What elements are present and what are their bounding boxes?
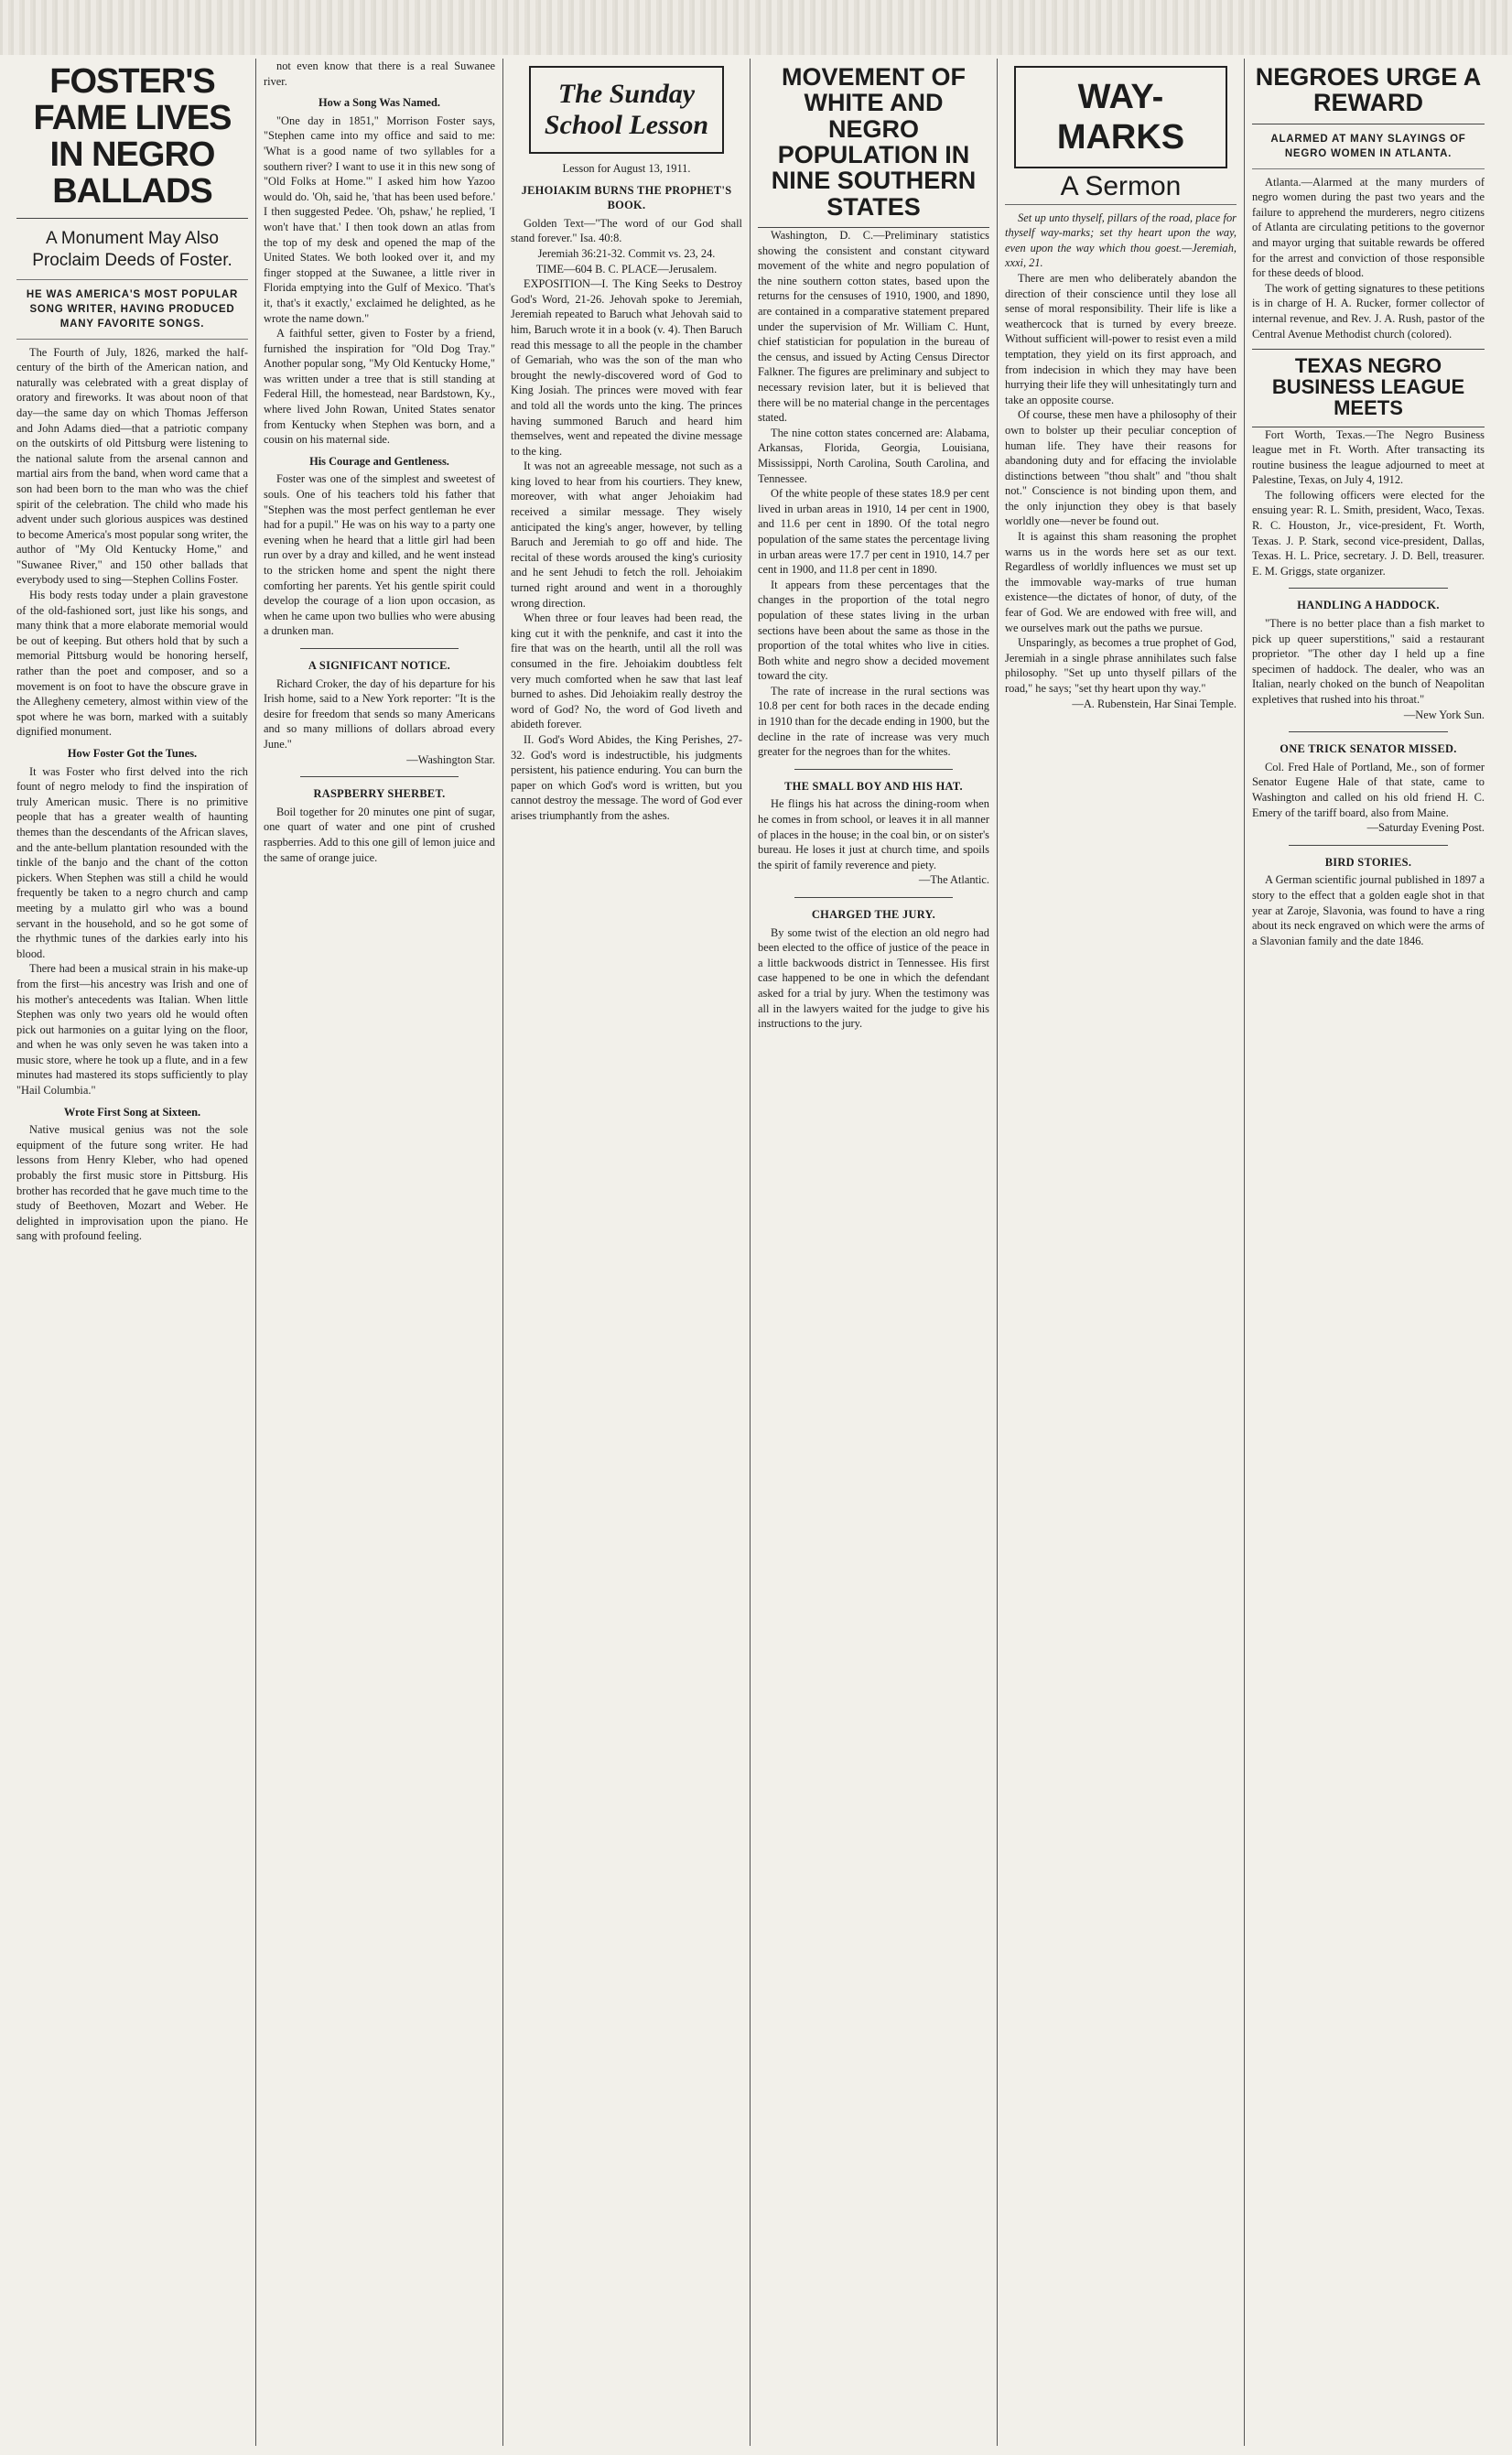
foster-subdeck: HE WAS AMERICA'S MOST POPULAR SONG WRITER, HAVING PRODUCED MANY FAVORITE SONGS. — [16, 280, 248, 340]
article-paragraph: A faithful setter, given to Foster by a friend, furnished the inspiration for "Old Dog Tray." Another popular song, "My Old Kentucky Home," was written under a tree that is still standing at Federal Hill, the homestead, near Bardstown, Ky., where lived John Rowan, United States senator from Kentucky when Stephen was born, and a cousin on his maternal side. — [264, 327, 495, 447]
section-subhead: His Courage and Gentleness. — [309, 454, 449, 468]
article-paragraph: The nine cotton states concerned are: Alabama, Arkansas, Florida, Georgia, Louisiana, Mississippi, North Carolina, South Carolina, and Tennessee. — [758, 426, 989, 485]
foster-deck: A Monument May Also Proclaim Deeds of Foster. — [16, 219, 248, 280]
section-subhead: HANDLING A HADDOCK. — [1297, 599, 1440, 612]
attribution: —Washington Star. — [406, 752, 495, 766]
article-paragraph: The work of getting signatures to these petitions is in charge of H. A. Rucker, former collector of internal revenue, and Rev. J. A. Rush, pastor of the Central Avenue Methodist church (colored). — [1252, 281, 1485, 341]
article-paragraph: It was not an agreeable message, not such as a king loved to hear from his courtiers. They knew, moreover, with what anger Jehoiakim had received a similar message. They wisely anticipated the king's anger, however, by telling Baruch and Jeremiah to go off and hide. The recital of these words aroused the king's curiosity and he sent Jehudi to fetch the roll. Jehoiakim turned right around and went in a thoroughly wrong direction. — [511, 460, 742, 610]
article-paragraph: Washington, D. C.—Preliminary statistics showing the consistent and constant cityward movement of the white and negro population of the nine southern cotton states, based upon the returns for the censuses of 1910, 1900, and 1890, are contained in a comparative statement prepared under the supervision of Mr. William C. Hunt, chief statistician for population in the bureau of the census, and issued by Acting Census Director Falkner. The figures are preliminary and subject to necessary revision later, but it is believed that there will be no material change in the percentages stated. — [758, 229, 989, 425]
article-paragraph: Atlanta.—Alarmed at the many murders of negro women during the past two years and the failure to apprehend the murderers, negro citizens of Atlanta are circulating petitions to the governor and mayor urging that suitable rewards be offered for the arrest and conviction of those responsible for these deeds of blood. — [1252, 175, 1485, 280]
article-paragraph: Col. Fred Hale of Portland, Me., son of former Senator Eugene Hale of that state, came to Washington and called on his old friend H. C. Emery of the tariff board, also from Maine. — [1252, 760, 1485, 819]
article-paragraph: EXPOSITION—I. The King Seeks to Destroy God's Word, 21-26. Jehovah spoke to Jeremiah, Jeremiah repeated to Baruch what Jehovah said to him, Baruch wrote it in a book (v. 4). Then Baruch read this message to all the people in the chamber of Gemariah, who was the son of the man who brought the newly-discovered word of God to King Josiah. The princes were moved with fear and told all the words unto the king. The princes having summoned Baruch and heard him themselves, went and repeated the divine message to the king. — [511, 277, 742, 458]
column-6 — [1245, 59, 1492, 2446]
section-subhead: Wrote First Song at Sixteen. — [63, 1105, 201, 1119]
article-paragraph: There had been a musical strain in his make-up from the first—his ancestry was Irish and one of his mother's antecedents was Italian. When little Stephen was only two years old he would often pick out harmonies on a guitar lying on the floor, and when he was only seven he was taken into a music store, where he took up a flute, and in a few minutes had mastered its stops sufficiently to play "Hail Columbia." — [16, 962, 248, 1098]
article-paragraph: "One day in 1851," Morrison Foster says, "Stephen came into my office and said to me: 'What is a good name of two syllables for a southern river? I want to use it in this new song of "Old Folks at Home."' I asked him how Yazoo would do. 'Oh, said he, 'that has been used before.' I then suggested Pedee. 'Oh, pshaw,' he replied, 'I won't have that.' I then took down an atlas from the top of my desk and opened the map of the United States. We both looked over it, and my finger stopped at the Suwanee, a little river in Florida emptying into the Gulf of Mexico. 'That's it, that's it exactly,' exclaimed he delighted, as he wrote the name down." — [264, 114, 495, 325]
newspaper-columns — [9, 59, 1503, 2446]
sunday-school-title-box: The Sunday School Lesson — [529, 66, 724, 154]
column-4 — [751, 59, 998, 2446]
article-paragraph: II. God's Word Abides, the King Perishes, 27-32. God's word is indestructible, his judgments persistent, his patience enduring. You can burn the paper on which God's word is written, but you cannot destroy the message. The word of God ever arises triumphantly from the ashes. — [511, 732, 742, 822]
negroes-reward-deck: ALARMED AT MANY SLAYINGS OF NEGRO WOMEN IN ATLANTA. — [1252, 124, 1485, 169]
article-paragraph: Foster was one of the simplest and sweetest of souls. One of his teachers told his father that "Stephen was the most perfect gentleman he ever had for a pupil." He was on his way to a party one evening when he heard that a little girl had been run over by a dray and killed, and he went instead to the stricken home and spent the night there comforting her parents. Yet his gentle spirit could develop the courage of a lion upon occasion, as when he came upon two bullies who were abusing a drunken man. — [264, 472, 495, 638]
sermon-label: A Sermon — [1005, 176, 1237, 205]
lesson-reference: Jeremiah 36:21-32. Commit vs. 23, 24. — [537, 246, 716, 260]
column-3 — [503, 59, 751, 2446]
article-paragraph: Fort Worth, Texas.—The Negro Business league met in Ft. Worth. After transacting its routine business the league adjourned to meet at Palestine, Texas, on July 4, 1912. — [1252, 427, 1485, 487]
texas-league-headline: TEXAS NEGRO BUSINESS LEAGUE MEETS — [1252, 349, 1485, 427]
foster-headline: FOSTER'S FAME LIVES IN NEGRO BALLADS — [16, 59, 248, 219]
sermon-text: Set up unto thyself, pillars of the road, place for thyself way-marks; set thy heart upon the way, even upon the way which thou goest.—Jeremiah, xxxi, 21. — [1005, 211, 1237, 270]
article-paragraph: Of the white people of these states 18.9 per cent lived in urban areas in 1910, 14 per cent in 1900, and 11.6 per cent in 1890. Of the total negro population of the same states the percentage living in urban areas were 17.7 per cent in 1910, 14.7 per cent in 1900, and 11.8 per cent in 1890. — [758, 487, 989, 577]
divider — [1289, 731, 1448, 732]
attribution: —Saturday Evening Post. — [1366, 821, 1485, 835]
article-paragraph: "There is no better place than a fish market to pick up queer superstitions," said a restaurant proprietor. "The other day I held up a fine specimen of haddock. The dealer, who was an Italian, nearly choked on the bunch of Neapolitan expletives that rushed into his throat." — [1252, 617, 1485, 706]
article-paragraph: A German scientific journal published in 1897 a story to the effect that a golden eagle shot in that year at Zaroje, Slavonia, was found to have a ring about its neck engraved on which were the arms of a Slavonian family and the date 1846. — [1252, 873, 1485, 947]
divider — [300, 776, 459, 777]
section-subhead: BIRD STORIES. — [1324, 855, 1412, 869]
article-paragraph: His body rests today under a plain gravestone of the old-fashioned sort, just like his songs, and many think that a more elaborate memorial would be out of keeping. But others hold that by such a memorial Pittsburg would be honoring herself, rather than the poet and composer, and so a movement is on foot to have the obscure grave in the Allegheny cemetery, almost within view of the spot where he was born, marked with a suitably dignified monument. — [16, 589, 248, 739]
column-1 — [9, 59, 256, 2446]
article-paragraph: Richard Croker, the day of his departure for his Irish home, said to a New York reporter: "It is the desire for freedom that sends so many Americans and so many millions of dollars abroad every June." — [264, 676, 495, 751]
attribution: —A. Rubenstein, Har Sinai Temple. — [1072, 697, 1237, 710]
article-paragraph: He flings his hat across the dining-room when he comes in from school, or leaves it in all manner of places in the house; in the coal bin, or on sister's bureau. He loses it just at church time, and spoils the spirit of family reverence and piety. — [758, 797, 989, 871]
article-paragraph: Unsparingly, as becomes a true prophet of God, Jeremiah in a single phrase annihilates such false philosophy. "Set up unto thyself pillars of the road," he says; "set thy heart upon thy way." — [1005, 636, 1237, 695]
article-paragraph: It is against this sham reasoning the prophet warns us in the words here set as our text. Regardless of worldly influences we must set up the immovable way-marks of true human existence—the dictates of honor, of duty, of the fear of God. We are endowed with free will, and we ourselves mark out the paths we pursue. — [1005, 530, 1237, 634]
column-5 — [998, 59, 1245, 2446]
lesson-title: JEHOIAKIM BURNS THE PROPHET'S BOOK. — [521, 183, 732, 212]
divider — [794, 769, 953, 770]
page-top-margin — [0, 0, 1512, 55]
article-paragraph: By some twist of the election an old negro had been elected to the office of justice of the peace in a little backwoods district in Tennessee. His first case happened to be one in which the defendant asked for a trial by jury. When the testimony was all in the lawyers waited for the judge to give his instructions to the jury. — [758, 925, 989, 1031]
article-paragraph: not even know that there is a real Suwanee river. — [264, 59, 495, 88]
divider — [300, 648, 459, 649]
divider — [1289, 588, 1448, 589]
article-paragraph: It appears from these percentages that the changes in the proportion of the total negro population of these states living in the urban sections have been about the same as those in the proportion of the total whites who live in cities. Both white and negro show a decided movement toward the city. — [758, 578, 989, 683]
section-subhead: RASPBERRY SHERBET. — [313, 787, 446, 801]
section-subhead: CHARGED THE JURY. — [811, 908, 936, 921]
article-paragraph: When three or four leaves had been read, the king cut it with the penknife, and cast it into the fire that was on the hearth, until all the roll was consumed in the fire. Jehoiakim doubtless felt very much comforted when he saw that last leaf burned to ashes. Did Jehoiakim really destroy the word of God? No, the word of God liveth and abideth forever. — [511, 611, 742, 731]
article-paragraph: Of course, these men have a philosophy of their own to bolster up their peculiar conception of human life. They have their reasons for abandoning duty and for effacing the inviolable distinctions between "thou shalt" and "thou shalt not." Conscience is not binding upon them, and the only injunction they obey is that basely worldly one—never be found out. — [1005, 408, 1237, 528]
lesson-time-place: TIME—604 B. C. PLACE—Jerusalem. — [535, 262, 718, 276]
article-paragraph: Native musical genius was not the sole equipment of the future song writer. He had lessons from Henry Kleber, who had opened probably the first music store in Pittsburg. His brother has recorded that he gave much time to the study of Beethoven, Mozart and Weber. He delighted in improvisation upon the piano. He sang with profound feeling. — [16, 1123, 248, 1243]
section-subhead: ONE TRICK SENATOR MISSED. — [1280, 742, 1457, 756]
article-paragraph: The Fourth of July, 1826, marked the half-century of the birth of the American nation, and naturally was celebrated with a great display of oratory and fireworks. It was about noon of that day—the same day on which Thomas Jefferson and John Adams died—that a patriotic company on the outskirts of old Pittsburg were listening to the national salute from the arsenal cannon and martial airs from the band, when word came that a son had been born to the man who was the chief spirit of the celebration. The child who made his advent under such glorious auspices was destined to become America's most popular song writer, the author of "My Old Kentucky Home," and "Suwanee River," and 150 other ballads that everybody used to sing—Stephen Collins Foster. — [16, 345, 248, 587]
divider — [794, 897, 953, 898]
attribution: —New York Sun. — [1403, 708, 1485, 721]
lesson-date: Lesson for August 13, 1911. — [562, 162, 691, 175]
article-paragraph: Boil together for 20 minutes one pint of sugar, one quart of water and one pint of crushed raspberries. Add to this one gill of lemon juice and the same of orange juice. — [264, 805, 495, 864]
section-subhead: How Foster Got the Tunes. — [67, 747, 198, 760]
section-subhead: THE SMALL BOY AND HIS HAT. — [784, 779, 963, 793]
attribution: —The Atlantic. — [918, 873, 989, 887]
section-subhead: A SIGNIFICANT NOTICE. — [308, 658, 451, 672]
article-paragraph: There are men who deliberately abandon the direction of their conscience until they lose all sense of moral responsibility. Their life is like a weathercock that is turned by every breeze. Without sufficient will-power to resist even a mild temptation, they yield on its first approach, and from indecision in which they may have been hurrying their life they will unhesitatingly turn and take an opposite course. — [1005, 271, 1237, 406]
golden-text: Golden Text—"The word of our God shall stand forever." Isa. 40:8. — [511, 216, 742, 245]
article-paragraph: The rate of increase in the rural sections was 10.8 per cent for both races in the decade ending in 1910 than for the decade ending in 1900, but the decline in the rate of increase was very much greater for the negroes than for the whites. — [758, 684, 989, 759]
negroes-reward-headline: NEGROES URGE A REWARD — [1252, 59, 1485, 124]
article-paragraph: It was Foster who first delved into the rich fount of negro melody to find the inspiration of truly American music. There is no primitive people that has a greater wealth of haunting themes than the descendants of the African slaves, and the ante-bellum plantation resounded with the tinkle of the banjo and the chant of the cotton pickers. When Stephen was still a child he would frequently be taken to a negro church and camp meeting by a mulatto girl who was a bound servant in the household, and so he got some of the rhythmic tunes of the darkies early into his blood. — [16, 764, 248, 960]
article-paragraph: The following officers were elected for the ensuing year: R. L. Smith, president, Waco, Texas. R. C. Houston, Jr., vice-president, Ft. Worth, Texas. J. P. Stark, second vice-president, Dallas, Texas. H. L. Price, secretary. J. D. Bell, treasurer. E. M. Griggs, state organizer. — [1252, 488, 1485, 578]
waymarks-headline: WAY-MARKS — [1014, 66, 1227, 168]
column-2 — [256, 59, 503, 2446]
population-headline: MOVEMENT OF WHITE AND NEGRO POPULATION IN NINE SOUTHERN STATES — [758, 59, 989, 228]
divider — [1289, 845, 1448, 846]
section-subhead: How a Song Was Named. — [319, 96, 440, 110]
